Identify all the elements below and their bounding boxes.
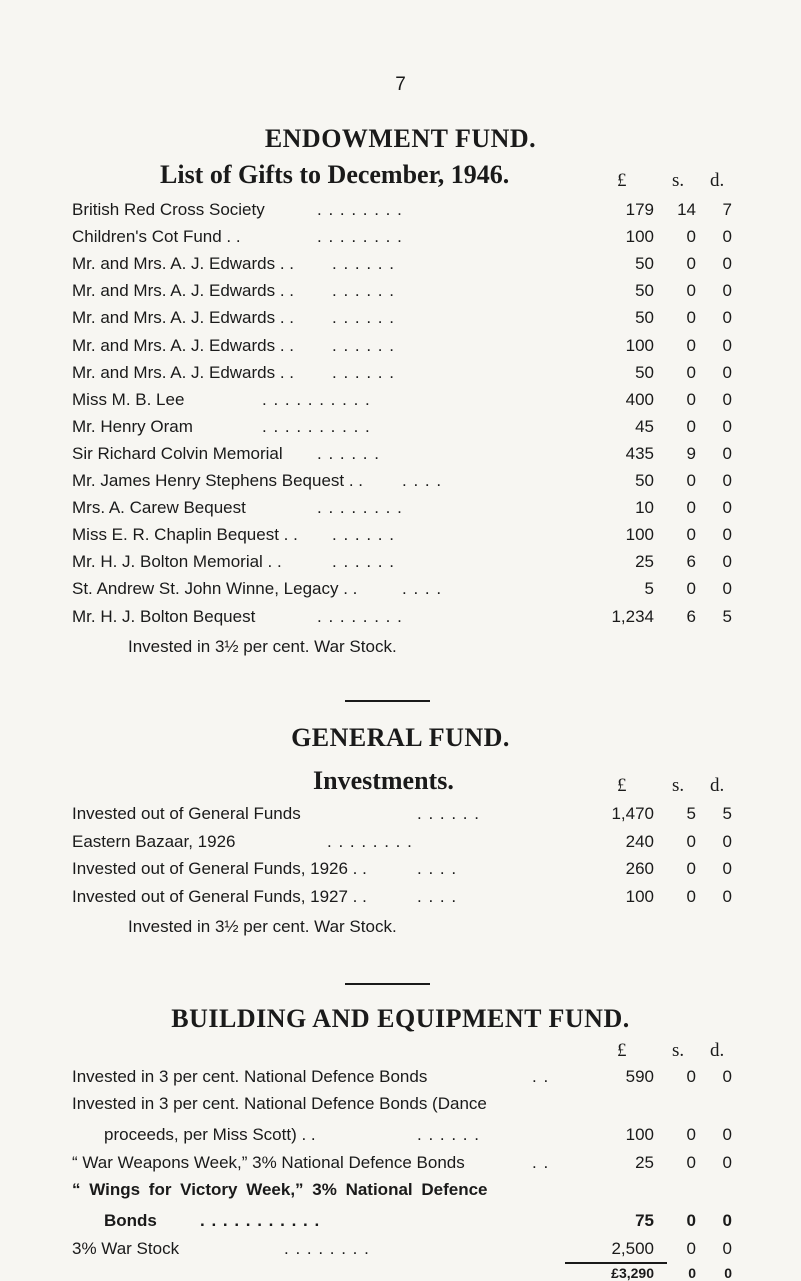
row-pounds: 400	[625, 389, 654, 409]
total-shillings: 0	[688, 1265, 696, 1281]
building-row4-line1: “ Wings for Victory Week,” 3% National Defence	[72, 1180, 488, 1199]
building-row	[72, 1122, 732, 1148]
row-shillings: 0	[686, 579, 696, 599]
building-col-pounds: £	[617, 1040, 627, 1061]
endowment-subtitle: List of Gifts to December, 1946.	[160, 160, 510, 189]
endowment-col-pence: d.	[710, 170, 725, 191]
row-leader: . . . . . . . . . .	[262, 389, 371, 409]
row-shillings: 0	[686, 335, 696, 355]
row-shillings: 0	[686, 1211, 696, 1230]
row-pounds: 5	[644, 579, 654, 599]
row-shillings: 9	[686, 443, 696, 463]
row-pence: 0	[722, 1125, 732, 1144]
total-pounds: £3,290	[611, 1265, 654, 1281]
row-shillings: 0	[686, 362, 696, 382]
row-label: Invested out of General Funds	[72, 804, 301, 823]
row-pounds: 75	[635, 1211, 654, 1230]
row-leader: . . . . . .	[332, 281, 395, 301]
building-row	[72, 1236, 732, 1262]
row-label: Mr. James Henry Stephens Bequest . .	[72, 471, 364, 490]
row-pounds: 100	[625, 1125, 654, 1144]
row-leader: . . . . . .	[332, 362, 395, 382]
row-shillings: 0	[686, 859, 696, 878]
row-pence: 0	[722, 389, 732, 409]
general-col-shillings: s.	[672, 775, 685, 796]
row-pence: 7	[722, 200, 732, 219]
row-leader: . . . . . . . .	[284, 1239, 370, 1258]
row-label: Invested in 3 per cent. National Defence Bonds	[72, 1067, 428, 1086]
row-shillings: 5	[686, 804, 696, 823]
row-label: “ War Weapons Week,” 3% National Defence Bonds	[72, 1153, 465, 1172]
row-pounds: 590	[625, 1067, 654, 1086]
building-total	[72, 1266, 732, 1280]
row-pence: 0	[722, 416, 732, 436]
row-pence: 0	[722, 831, 732, 851]
row-pounds: 260	[625, 859, 654, 878]
row-label: proceeds, per Miss Scott) . .	[104, 1125, 316, 1144]
table-row	[72, 197, 732, 223]
row-shillings: 0	[686, 227, 696, 247]
row-pounds: 240	[625, 831, 654, 851]
row-shillings: 6	[686, 606, 696, 626]
table-row	[72, 333, 732, 359]
general-note: Invested in 3½ per cent. War Stock.	[128, 917, 397, 936]
row-leader: . . . . . .	[332, 335, 395, 355]
row-label: Mr. and Mrs. A. J. Edwards . .	[72, 362, 295, 382]
row-label: Miss E. R. Chaplin Bequest . .	[72, 525, 298, 545]
table-row	[72, 549, 732, 575]
table-row	[72, 576, 732, 602]
row-shillings: 6	[686, 552, 696, 572]
row-leader: . . . .	[417, 886, 458, 906]
row-leader: . . . . . .	[317, 443, 380, 463]
building-col-pence: d.	[710, 1040, 725, 1061]
row-pence: 0	[722, 1153, 732, 1172]
table-row	[72, 441, 732, 467]
row-pence: 0	[722, 254, 732, 274]
row-pounds: 25	[635, 552, 654, 572]
row-pounds: 179	[625, 200, 654, 219]
row-label: Sir Richard Colvin Memorial	[72, 443, 283, 463]
row-leader: . . . .	[402, 471, 443, 490]
row-shillings: 0	[686, 389, 696, 409]
row-label: Mr. Henry Oram	[72, 416, 193, 436]
row-pence: 0	[722, 1239, 732, 1258]
row-leader: . . . . . . . .	[317, 606, 403, 626]
row-pence: 0	[722, 308, 732, 328]
row-shillings: 0	[686, 281, 696, 301]
table-row	[72, 856, 732, 882]
row-pounds: 100	[625, 227, 654, 247]
row-pence: 0	[722, 227, 732, 247]
row-shillings: 0	[686, 1125, 696, 1144]
row-pounds: 100	[625, 525, 654, 545]
table-row	[72, 278, 732, 304]
endowment-col-shillings: s.	[672, 170, 685, 191]
row-leader: . . . . . . . . . . .	[200, 1211, 321, 1230]
row-leader: . . . . . .	[417, 804, 480, 823]
total-rule	[565, 1262, 667, 1264]
building-title: BUILDING AND EQUIPMENT FUND.	[171, 1004, 630, 1033]
divider-rule	[345, 983, 430, 985]
table-row	[72, 829, 732, 855]
row-leader: . . . . . .	[332, 308, 395, 328]
row-label: Mr. H. J. Bolton Bequest	[72, 606, 256, 626]
endowment-note: Invested in 3½ per cent. War Stock.	[128, 637, 397, 656]
row-leader: . . . . . .	[332, 254, 395, 274]
row-leader: . . . . . .	[332, 525, 395, 545]
table-row	[72, 224, 732, 250]
divider-rule	[345, 700, 430, 702]
row-label: Mr. and Mrs. A. J. Edwards . .	[72, 308, 295, 328]
row-pence: 0	[722, 579, 732, 599]
row-pence: 0	[722, 335, 732, 355]
row-label: Mr. and Mrs. A. J. Edwards . .	[72, 254, 295, 274]
row-leader: . . . .	[417, 859, 458, 878]
row-shillings: 14	[677, 200, 696, 219]
row-pounds: 2,500	[611, 1239, 654, 1258]
row-pounds: 1,234	[611, 606, 654, 626]
row-shillings: 0	[686, 831, 696, 851]
table-row	[72, 360, 732, 386]
row-leader: . . . . . . . . . .	[262, 416, 371, 436]
row-label: Invested out of General Funds, 1927 . .	[72, 886, 367, 906]
row-label: St. Andrew St. John Winne, Legacy . .	[72, 579, 358, 599]
row-pence: 0	[722, 1067, 732, 1086]
row-leader: . . . . . . . .	[327, 831, 413, 851]
row-pounds: 50	[635, 308, 654, 328]
table-row	[72, 414, 732, 440]
row-leader: . . . . . . . .	[317, 200, 403, 219]
table-row	[72, 305, 732, 331]
row-shillings: 0	[686, 886, 696, 906]
row-pence: 0	[722, 1211, 732, 1230]
row-pounds: 50	[635, 362, 654, 382]
row-leader: . . . .	[402, 579, 443, 599]
row-label: Mrs. A. Carew Bequest	[72, 498, 246, 518]
row-pounds: 100	[625, 886, 654, 906]
row-pounds: 50	[635, 281, 654, 301]
row-pounds: 100	[625, 335, 654, 355]
row-pounds: 50	[635, 254, 654, 274]
table-row	[72, 884, 732, 910]
building-row	[72, 1150, 732, 1176]
table-row	[72, 801, 732, 827]
row-shillings: 0	[686, 1153, 696, 1172]
row-label: Bonds	[104, 1211, 157, 1230]
row-label: Mr. and Mrs. A. J. Edwards . .	[72, 281, 295, 301]
row-label: Mr. H. J. Bolton Memorial . .	[72, 552, 282, 572]
table-row	[72, 604, 732, 630]
table-row	[72, 251, 732, 277]
row-pence: 0	[722, 886, 732, 906]
row-pence: 5	[722, 804, 732, 823]
row-pence: 0	[722, 525, 732, 545]
row-shillings: 0	[686, 525, 696, 545]
row-shillings: 0	[686, 471, 696, 490]
row-label: Mr. and Mrs. A. J. Edwards . .	[72, 335, 295, 355]
row-leader: . . . . . . . .	[317, 498, 403, 518]
building-row2-line1: Invested in 3 per cent. National Defence Bonds (Dance	[72, 1094, 487, 1113]
row-pence: 0	[722, 443, 732, 463]
row-shillings: 0	[686, 498, 696, 518]
general-col-pence: d.	[710, 775, 725, 796]
row-leader: . . . . . . . .	[317, 227, 403, 247]
row-leader: . .	[532, 1153, 550, 1172]
table-row	[72, 495, 732, 521]
row-label: Invested out of General Funds, 1926 . .	[72, 859, 367, 878]
row-leader: . . . . . .	[417, 1125, 480, 1144]
building-row	[72, 1064, 732, 1090]
row-pence: 0	[722, 859, 732, 878]
general-col-pounds: £	[617, 775, 627, 796]
row-pounds: 10	[635, 498, 654, 518]
row-shillings: 0	[686, 254, 696, 274]
row-pence: 0	[722, 471, 732, 490]
row-shillings: 0	[686, 416, 696, 436]
total-pence: 0	[724, 1265, 732, 1281]
row-shillings: 0	[686, 308, 696, 328]
row-pence: 0	[722, 498, 732, 518]
row-pounds: 45	[635, 416, 654, 436]
row-label: Eastern Bazaar, 1926	[72, 831, 236, 851]
row-shillings: 0	[686, 1239, 696, 1258]
row-pence: 0	[722, 552, 732, 572]
endowment-title: ENDOWMENT FUND.	[264, 124, 537, 153]
endowment-col-pounds: £	[617, 170, 627, 191]
building-col-shillings: s.	[672, 1040, 685, 1061]
row-label: British Red Cross Society	[72, 200, 265, 219]
general-title: GENERAL FUND.	[291, 723, 510, 752]
row-pounds: 25	[635, 1153, 654, 1172]
row-pounds: 1,470	[611, 804, 654, 823]
row-pence: 5	[722, 606, 732, 626]
row-pounds: 50	[635, 471, 654, 490]
general-subtitle: Investments.	[313, 766, 454, 795]
row-leader: . . . . . .	[332, 552, 395, 572]
row-leader: . .	[532, 1067, 550, 1086]
row-pounds: 435	[625, 443, 654, 463]
row-pence: 0	[722, 362, 732, 382]
table-row	[72, 387, 732, 413]
building-row	[72, 1208, 732, 1234]
row-label: 3% War Stock	[72, 1239, 180, 1258]
page-number: 7	[395, 74, 406, 95]
row-label: Children's Cot Fund . .	[72, 227, 241, 247]
row-pence: 0	[722, 281, 732, 301]
row-shillings: 0	[686, 1067, 696, 1086]
row-label: Miss M. B. Lee	[72, 389, 185, 409]
table-row	[72, 522, 732, 548]
table-row	[72, 468, 732, 494]
